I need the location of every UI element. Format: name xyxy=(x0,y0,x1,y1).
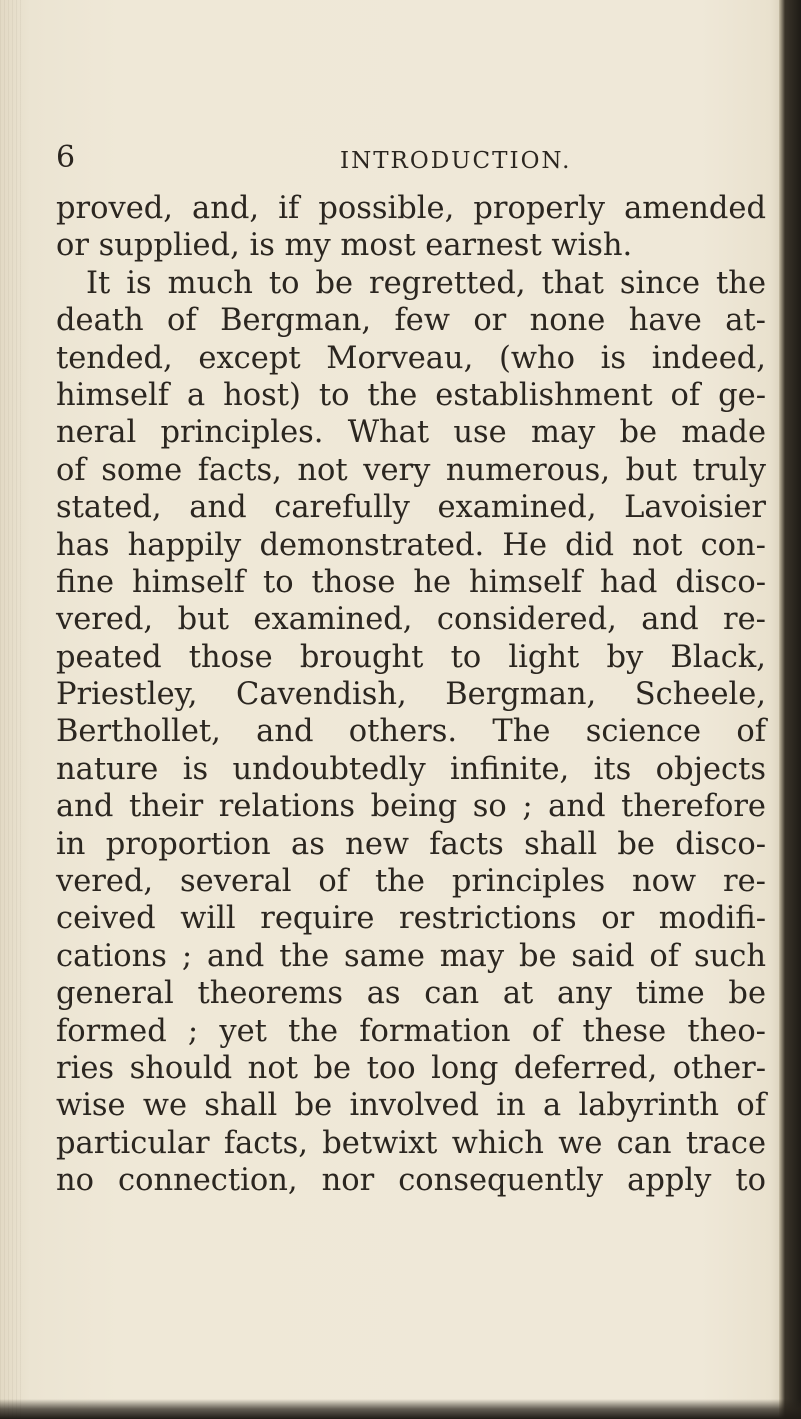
page-bottom-edge xyxy=(0,1399,801,1419)
running-head: INTRODUCTION. xyxy=(340,148,572,174)
text-line: no connection, nor consequently apply to xyxy=(56,1163,766,1199)
text-line: stated, and carefully examined, Lavoisier xyxy=(56,490,766,526)
text-line: and their relations being so ; and therefore xyxy=(56,789,766,825)
text-line: wise we shall be involved in a labyrinth of xyxy=(56,1088,766,1124)
text-line: ceived will require restrictions or modifi- xyxy=(56,901,766,937)
page-left-edge xyxy=(0,0,24,1419)
text-line: formed ; yet the formation of these theo- xyxy=(56,1013,766,1049)
text-line: peated those brought to light by Black, xyxy=(56,639,766,675)
text-line: Berthollet, and others. The science of xyxy=(56,714,766,750)
text-line: in proportion as new facts shall be disco- xyxy=(56,826,766,862)
text-line: of some facts, not very numerous, but truly xyxy=(56,452,766,488)
text-line: death of Bergman, few or none have at- xyxy=(56,303,766,339)
body-text xyxy=(56,190,766,1200)
text-line: It is much to be regretted, that since the xyxy=(86,265,766,301)
text-line: neral principles. What use may be made xyxy=(56,415,766,451)
text-line: proved, and, if possible, properly amended xyxy=(56,191,766,226)
text-line: tended, except Morveau, (who is indeed, xyxy=(56,340,766,376)
text-line: has happily demonstrated. He did not con- xyxy=(56,527,766,563)
text-line: fine himself to those he himself had disco- xyxy=(56,564,766,600)
text-line: vered, but examined, considered, and re- xyxy=(56,602,766,638)
text-line: general theorems as can at any time be xyxy=(56,976,766,1012)
text-line: nature is undoubtedly infinite, its objects xyxy=(56,751,766,787)
text-line: vered, several of the principles now re- xyxy=(56,864,766,900)
page-right-edge xyxy=(779,0,801,1419)
text-line: himself a host) to the establishment of ge- xyxy=(56,377,766,413)
page-header xyxy=(0,140,801,180)
text-line: particular facts, betwixt which we can trace xyxy=(56,1125,766,1161)
page-number: 6 xyxy=(56,140,76,175)
text-line: or supplied, is my most earnest wish. xyxy=(56,228,633,264)
text-line: ries should not be too long deferred, other- xyxy=(56,1050,766,1086)
text-line: cations ; and the same may be said of such xyxy=(56,938,766,974)
text-line: Priestley, Cavendish, Bergman, Scheele, xyxy=(56,677,766,713)
